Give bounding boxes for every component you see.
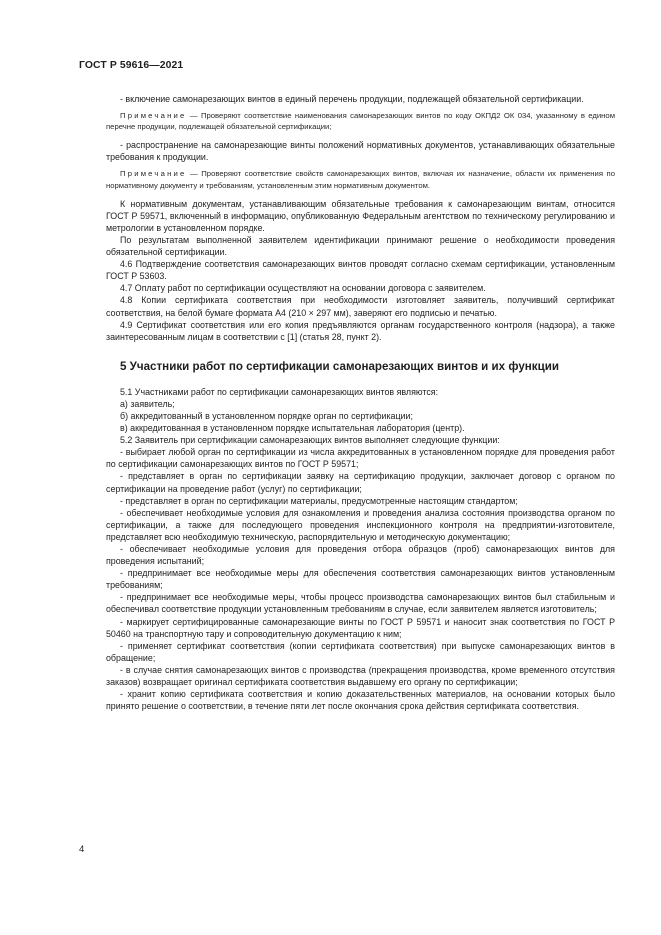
list-item: - представляет в орган по сертификации материалы, предусмотренные настоящим стандартом; — [120, 495, 518, 506]
list-item: - выбирает любой орган по сертификации из числа аккредитованных в установленном порядке для проведения работ по сертификации самонарезающих винтов по ГОСТ Р 59571; — [106, 447, 615, 470]
document-code-header: ГОСТ Р 59616—2021 — [79, 60, 184, 71]
paragraph: По результатам выполненной заявителем идентификации принимают решение о необходимости проведения обязательной сертификации. — [106, 234, 615, 258]
list-item: - в случае снятия самонарезающих винтов с производства (прекращения производства, кроме временного отсутствия заказов) возвращает оригинал сертификата соответствия выдавшему его органу по сертификации; — [106, 664, 615, 688]
paragraph: - распространение на самонарезающие винты положений нормативных документов, устанавливающих обязательные требования к продукции. — [106, 140, 615, 163]
list-item: - предпринимает все необходимые меры для обеспечения соответствия самонарезающих винтов установленным требованиям; — [106, 568, 615, 591]
paragraph: 5.1 Участниками работ по сертификации самонарезающих винтов являются: — [120, 386, 439, 397]
list-item: - маркирует сертифицированные самонарезающие винты по ГОСТ Р 59571 и наносит знак соответствия по ГОСТ Р 50460 на транспортную тару и сопроводительную документацию к ним; — [106, 616, 615, 639]
page-number: 4 — [79, 844, 85, 855]
note-text: — Проверяют соответствие свойств самонарезающих винтов, включая их назначение, области их применения по нормативному документу и требованиям, установленным этим нормативным документом. — [106, 169, 615, 190]
document-body — [106, 93, 615, 712]
paragraph: 4.8 Копии сертификата соответствия при необходимости изготовляет заявитель, получивший сертификат соответствия, на белой бумаге формата А4 (210 × 297 мм), заверяют его подписью и печатью. — [106, 295, 615, 318]
note-text: — Проверяют соответствие наименования самонарезающих винтов по коду ОКПД2 ОК 034, указанному в едином перечне продукции, подлежащей обязательной сертификации; — [106, 111, 615, 132]
paragraph: К нормативным документам, устанавливающим обязательные требования к самонарезающим винтам, относится ГОСТ Р 59571, включенный в информацию, опубликованную Федеральным агентством по техническому регулированию и метрологии в установленном порядке. — [106, 198, 615, 233]
paragraph: 4.9 Сертификат соответствия или его копия предъявляются органам государственного контроля (надзора), а также заинтересованным лицам в соответствии с [1] (статья 28, пункт 2). — [106, 319, 615, 342]
list-item: - предпринимает все необходимые меры, чтобы процесс производства самонарезающих винтов был стабильным и обеспечивал соответствие продукции установленным требованиям в случае, если заявителем является изготовитель; — [106, 592, 615, 615]
list-item: - применяет сертификат соответствия (копии сертификата соответствия) при выпуске самонарезающих винтов в обращение; — [106, 640, 615, 663]
paragraph: 4.7 Оплату работ по сертификации осуществляют на основании договора с заявителем. — [120, 283, 486, 294]
note-label: Примечание — [120, 111, 187, 121]
list-item: а) заявитель; — [120, 398, 175, 409]
list-item: - хранит копию сертификата соответствия и копию доказательственных материалов, на основании которых было принято решение о соответствии, в течение пяти лет после окончания срока действия сертификата соответствия. — [106, 689, 615, 712]
list-item: б) аккредитованный в установленном порядке орган по сертификации; — [120, 410, 413, 421]
paragraph: 5.2 Заявитель при сертификации самонарезающих винтов выполняет следующие функции: — [120, 435, 500, 446]
paragraph: 4.6 Подтверждение соответствия самонарезающих винтов проводят согласно схемам сертификации, установленным ГОСТ Р 53603. — [106, 259, 615, 282]
list-item: - представляет в орган по сертификации заявку на сертификацию продукции, заключает договор с органом по сертификации на проведение работ (услуг) по сертификации; — [106, 471, 615, 494]
paragraph: - включение самонарезающих винтов в единый перечень продукции, подлежащей обязательной сертификации. — [120, 94, 584, 104]
note-label: Примечание — [120, 169, 187, 179]
section-heading: 5 Участники работ по сертификации самонарезающих винтов и их функции — [120, 359, 559, 373]
note — [106, 110, 615, 132]
list-item: - обеспечивает необходимые условия для ознакомления и проведения анализа состояния производства органом по сертификации, а также для последующего проведения инспекционного контроля на предприятии-изготовителе, представляет всю необходимую техническую, распорядительную и методическую документацию; — [106, 507, 615, 542]
note — [106, 168, 615, 190]
list-item: - обеспечивает необходимые условия для проведения отбора образцов (проб) самонарезающих винтов для проведения испытаний; — [106, 544, 615, 567]
list-item: в) аккредитованная в установленном порядке испытательная лаборатория (центр). — [120, 423, 465, 434]
